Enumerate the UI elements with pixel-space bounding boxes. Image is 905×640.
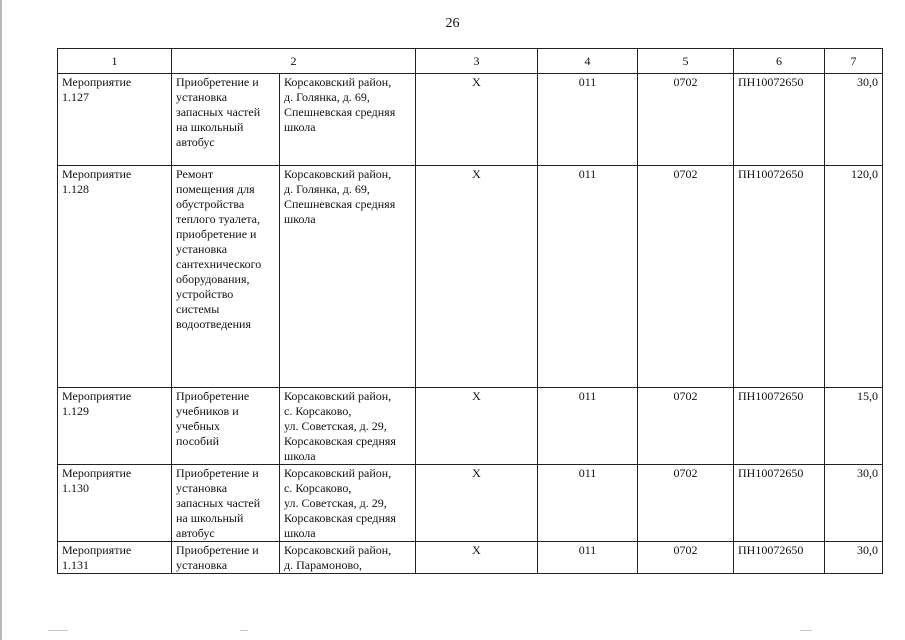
address-text: Корсаковский район, с. Корсаково, ул. Советская, д. 29, Корсаковская средняя школа (284, 466, 396, 540)
description-cell (172, 166, 280, 388)
event-cell (58, 166, 172, 388)
description-cell (172, 542, 280, 574)
header-col-4: 4 (538, 49, 638, 74)
event-cell (58, 465, 172, 542)
event-cell (58, 542, 172, 574)
address-text: Корсаковский район, с. Корсаково, ул. Советская, д. 29, Корсаковская средняя школа (284, 389, 396, 463)
header-row (58, 49, 883, 74)
table-row (58, 465, 883, 542)
col6-cell: ПН10072650 (734, 388, 825, 465)
address-cell (280, 465, 416, 542)
scan-mark (800, 630, 812, 631)
header-col-6: 6 (734, 49, 825, 74)
description-text: Ремонт помещения для обустройства теплого туалета, приобретение и установка сантехнического оборудования, устройство системы водоотведения (176, 167, 262, 331)
page-number: 26 (445, 16, 460, 31)
table-row (58, 388, 883, 465)
amount-cell: 30,0 (825, 542, 883, 574)
scan-mark (48, 630, 68, 631)
col4-cell: 011 (538, 388, 638, 465)
amount-cell: 30,0 (825, 465, 883, 542)
col4-cell: 011 (538, 465, 638, 542)
scan-left-edge (0, 0, 2, 640)
description-cell (172, 465, 280, 542)
scan-mark (240, 630, 248, 631)
address-cell (280, 74, 416, 166)
description-text: Приобретение и установка (176, 543, 259, 572)
address-text: Корсаковский район, д. Голянка, д. 69, Спешневская средняя школа (284, 75, 396, 134)
budget-table (57, 48, 883, 574)
col5-cell: 0702 (638, 388, 734, 465)
header-col-5: 5 (638, 49, 734, 74)
event-cell (58, 74, 172, 166)
col3-cell: Х (416, 542, 538, 574)
col3-cell: Х (416, 388, 538, 465)
event-label: Мероприятие 1.127 (62, 75, 132, 104)
description-text: Приобретение учебников и учебных пособий (176, 389, 250, 448)
address-text: Корсаковский район, д. Голянка, д. 69, Спешневская средняя школа (284, 167, 396, 226)
header-col-1: 1 (58, 49, 172, 74)
col4-cell: 011 (538, 166, 638, 388)
col5-cell: 0702 (638, 74, 734, 166)
event-label: Мероприятие 1.128 (62, 167, 132, 196)
table-row (58, 542, 883, 574)
col3-cell: Х (416, 166, 538, 388)
col6-cell: ПН10072650 (734, 465, 825, 542)
col6-cell: ПН10072650 (734, 166, 825, 388)
scan-bottom-marks (40, 630, 860, 634)
address-cell (280, 166, 416, 388)
address-text: Корсаковский район, д. Парамоново, (284, 543, 392, 572)
amount-cell: 30,0 (825, 74, 883, 166)
table-row (58, 74, 883, 166)
col4-cell: 011 (538, 542, 638, 574)
event-cell (58, 388, 172, 465)
col5-cell: 0702 (638, 465, 734, 542)
event-label: Мероприятие 1.130 (62, 466, 132, 495)
address-cell (280, 542, 416, 574)
header-col-2: 2 (172, 49, 416, 74)
col4-cell: 011 (538, 74, 638, 166)
amount-cell: 15,0 (825, 388, 883, 465)
col6-cell: ПН10072650 (734, 542, 825, 574)
col3-cell: Х (416, 465, 538, 542)
description-cell (172, 388, 280, 465)
event-label: Мероприятие 1.131 (62, 543, 132, 572)
address-cell (280, 388, 416, 465)
col5-cell: 0702 (638, 166, 734, 388)
col6-cell: ПН10072650 (734, 74, 825, 166)
col3-cell: Х (416, 74, 538, 166)
description-cell (172, 74, 280, 166)
description-text: Приобретение и установка запасных частей на школьный автобус (176, 75, 261, 149)
event-label: Мероприятие 1.129 (62, 389, 132, 418)
amount-cell: 120,0 (825, 166, 883, 388)
table-row (58, 166, 883, 388)
description-text: Приобретение и установка запасных частей на школьный автобус (176, 466, 261, 540)
header-col-7: 7 (825, 49, 883, 74)
header-col-3: 3 (416, 49, 538, 74)
col5-cell: 0702 (638, 542, 734, 574)
